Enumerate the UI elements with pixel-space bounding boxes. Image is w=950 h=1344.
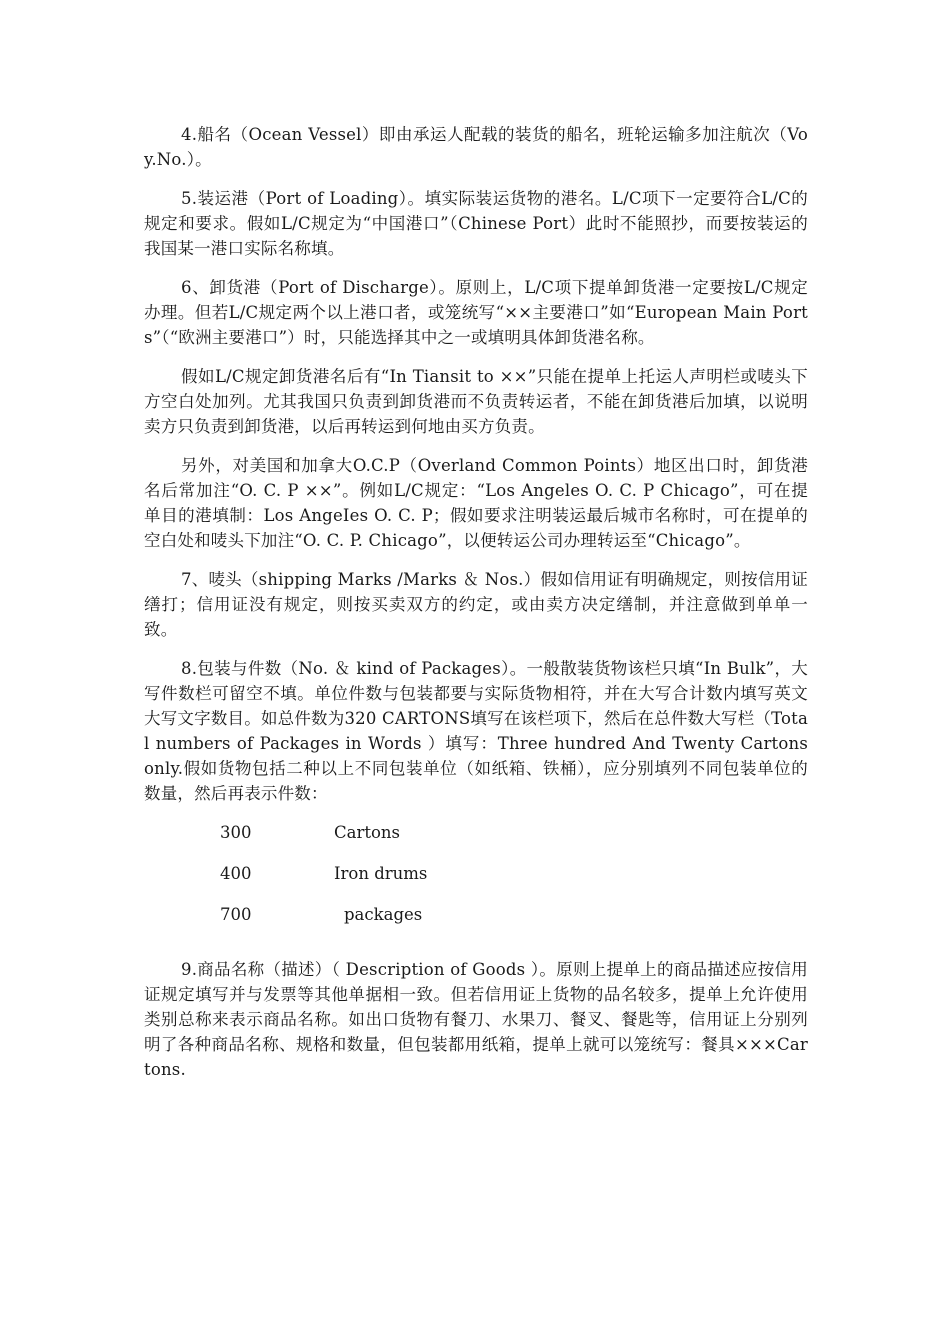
packages-unit: Cartons (334, 823, 401, 842)
packages-qty: 700 (220, 905, 252, 924)
packages-qty: 300 (220, 823, 252, 842)
paragraph-ocean-vessel: 4.船名（Ocean Vessel）即由承运人配载的装货的船名，班轮运输多加注航次（Voy.No.）。 (144, 125, 808, 169)
paragraph-ocp: 另外，对美国和加拿大O.C.P（Overland Common Points）地区出口时，卸货港名后常加注“O. C. P ××”。例如L/C规定：“Los Angeles O. C. P Chicago”，可在提单目的港填制：Los AngeIes O. C. P；假如要求注明装运最后城市名称时，可在提单的空白处和唛头下加注“O. C. P. Chicago”，以便转运公司办理转运至“Chicago”。 (144, 456, 808, 550)
packages-unit: packages (344, 905, 423, 924)
packages-row (220, 861, 808, 902)
paragraph-packages: 8.包装与件数（No. ＆ kind of Packages）。一般散装货物该栏只填“In Bulk”，大写件数栏可留空不填。单位件数与包装都要与实际货物相符，并在大写合计数内填写英文大写文字数目。如总件数为320 CARTONS填写在该栏项下，然后在总件数大写栏（Total numbers of Packages in Words ）填写：Three hundred And Twenty Cartons only.假如货物包括二种以上不同包装单位（如纸箱、铁桶），应分别填列不同包装单位的数量，然后再表示件数： (144, 659, 808, 803)
paragraph-port-of-discharge: 6、卸货港（Port of Discharge）。原则上，L/C项下提单卸货港一定要按L/C规定办理。但若L/C规定两个以上港口者，或笼统写“××主要港口”如“European Main Ports”（“欧洲主要港口”）时，只能选择其中之一或填明具体卸货港名称。 (144, 278, 808, 347)
packages-list (220, 820, 808, 943)
paragraph-in-transit: 假如L/C规定卸货港名后有“In Tiansit to ××”只能在提单上托运人声明栏或唛头下方空白处加列。尤其我国只负责到卸货港而不负责转运者，不能在卸货港后加填，以说明卖方只负责到卸货港，以后再转运到何地由买方负责。 (144, 367, 808, 436)
paragraph-shipping-marks: 7、唛头（shipping Marks /Marks ＆ Nos.）假如信用证有明确规定，则按信用证缮打；信用证没有规定，则按买卖双方的约定，或由卖方决定缮制，并注意做到单单一致。 (144, 570, 808, 639)
packages-row (220, 902, 808, 943)
packages-row (220, 820, 808, 861)
document-page (144, 122, 808, 1096)
packages-qty: 400 (220, 864, 252, 883)
packages-unit: Iron drums (334, 864, 428, 883)
paragraph-description-of-goods: 9.商品名称（描述）（ Description of Goods ）。原则上提单上的商品描述应按信用证规定填写并与发票等其他单据相一致。但若信用证上货物的品名较多，提单上允许使用类别总称来表示商品名称。如出口货物有餐刀、水果刀、餐叉、餐匙等，信用证上分别列明了各种商品名称、规格和数量，但包装都用纸箱，提单上就可以笼统写：餐具×××Cartons. (144, 960, 808, 1079)
paragraph-port-of-loading: 5.装运港（Port of Loading）。填实际装运货物的港名。L/C项下一定要符合L/C的规定和要求。假如L/C规定为“中国港口”（Chinese Port）此时不能照抄，而要按装运的我国某一港口实际名称填。 (144, 189, 808, 258)
